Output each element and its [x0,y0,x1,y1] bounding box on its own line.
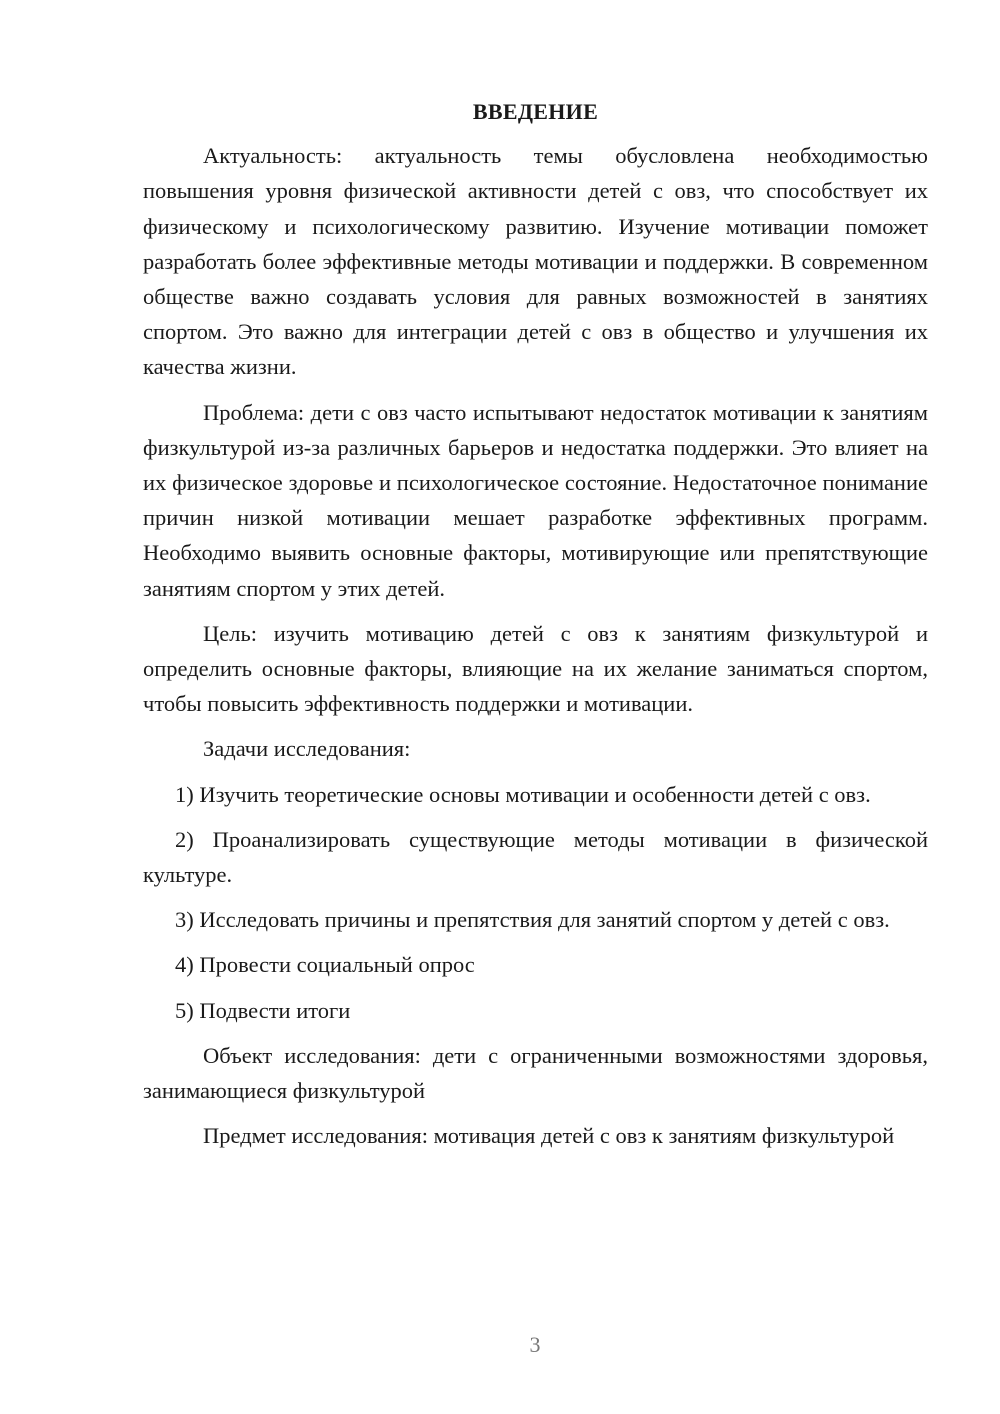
page-content [143,94,928,1163]
subject-paragraph: Предмет исследования: мотивация детей с овз к занятиям физкультурой [203,1123,895,1149]
task-item: 2) Проанализировать существующие методы мотивации в физической культуре. [143,826,928,888]
goal-paragraph: Цель: изучить мотивацию детей с овз к занятиям физкультурой и определить основные факторы, влияющие на их желание заниматься спортом, чтобы повысить эффективность поддержки и мотивации. [143,620,928,717]
relevance-paragraph: Актуальность: актуальность темы обусловлена необходимостью повышения уровня физической активности детей с овз, что способствует их физическому и психологическому развитию. Изучение мотивации поможет разработать более эффективные методы мотивации и поддержки. В современном обществе важно создавать условия для равных возможностей в занятиях спортом. Это важно для интеграции детей с овз в общество и улучшения их качества жизни. [143,143,928,380]
task-item: 5) Подвести итоги [175,997,351,1023]
task-item: 4) Провести социальный опрос [175,952,475,978]
tasks-heading: Задачи исследования: [203,736,411,762]
tasks-list [143,777,928,1028]
problem-paragraph: Проблема: дети с овз часто испытывают недостаток мотивации к занятиям физкультурой из-за различных барьеров и недостатка поддержки. Это влияет на их физическое здоровье и психологическое состояние. Недостаточное понимание причин низкой мотивации мешает разработке эффективных программ. Необходимо выявить основные факторы, мотивирующие или препятствующие занятиям спортом у этих детей. [143,399,928,601]
task-item: 1) Изучить теоретические основы мотивации и особенности детей с овз. [175,781,871,807]
object-paragraph: Объект исследования: дети с ограниченными возможностями здоровья, занимающиеся физкультурой [143,1042,928,1104]
page-number: 3 [529,1332,541,1357]
task-item: 3) Исследовать причины и препятствия для занятий спортом у детей с овз. [175,907,890,933]
page-title: ВВЕДЕНИЕ [472,99,599,124]
